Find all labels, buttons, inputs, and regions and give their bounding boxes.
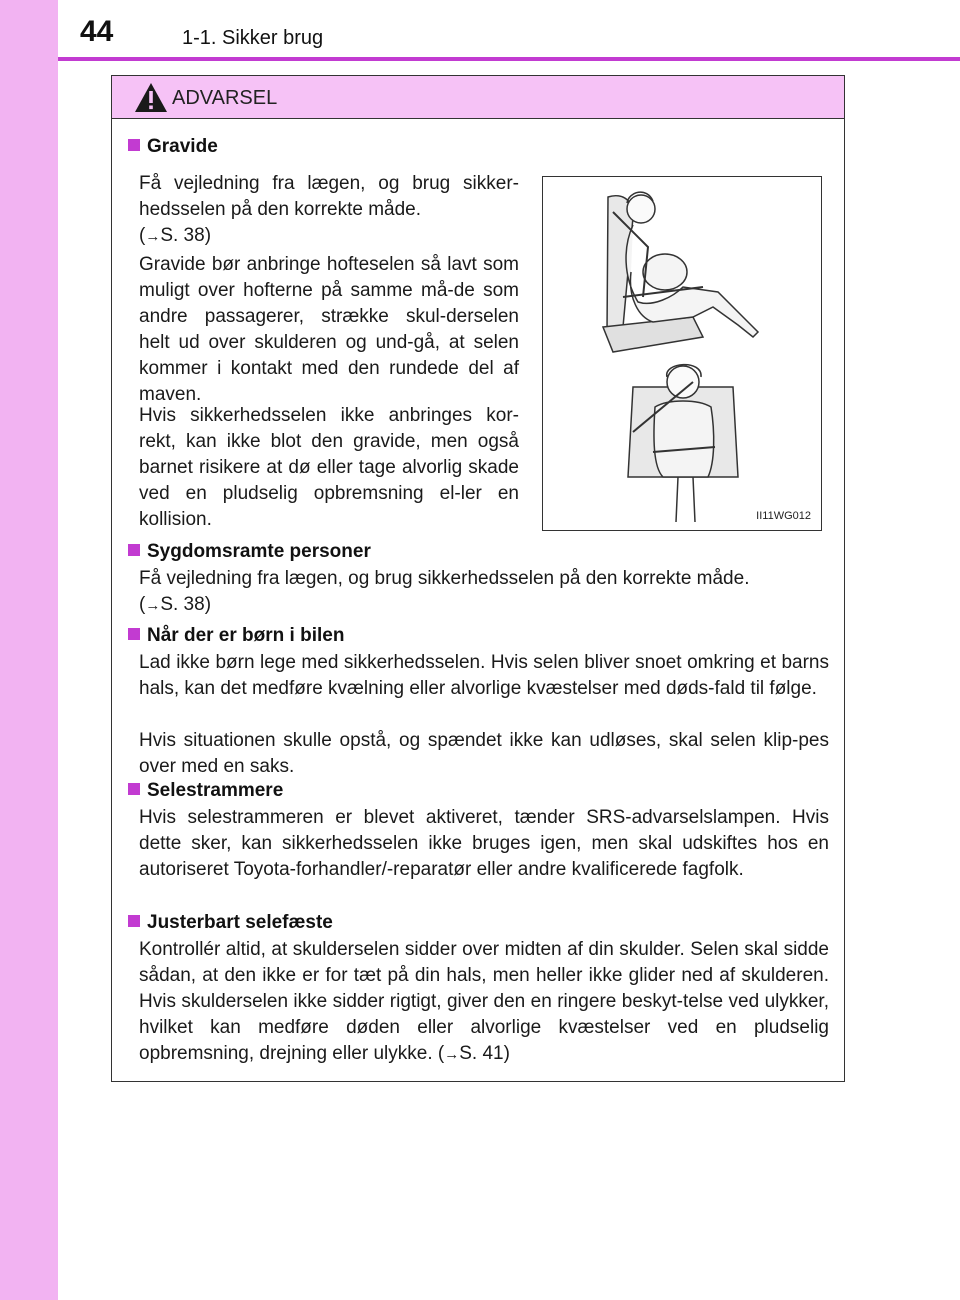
gravide-paragraph-3: Hvis sikkerhedsselen ikke anbringes kor-rekt, kan ikke blot den gravide, men også barnet risikere at dø eller tage alvorlig skade ved en pludselig opbremsning el-ler en kollision. bbox=[139, 405, 519, 530]
gravide-paragraph-1: Få vejledning fra lægen, og brug sikker-hedsselen på den korrekte måde. (→S. 38) bbox=[139, 171, 519, 250]
selestrammere-paragraph: Hvis selestrammeren er blevet aktiveret, tænder SRS-advarselslampen. Hvis dette sker, kan sikkerhedsselen ikke bruges igen, men skal udskiftes hos en autoriseret Toyota-forhandler/-reparatør eller andre kvalificerede fagfolk. bbox=[139, 807, 829, 880]
born-paragraph-1: Lad ikke børn lege med sikkerhedsselen. Hvis selen bliver snoet omkring et barns hals, kan det medføre kvælning eller alvorlige kvæstelser med døds-fald til følge. bbox=[139, 652, 829, 699]
gravide-paragraph-2: Gravide bør anbringe hofteselen så lavt som muligt over hofterne på samme må-de som andre passagerer, strække skul-derselen helt ud over skulderen og und-gå, at selen kommer i kontakt med den rundede del af maven. bbox=[139, 254, 519, 405]
born-paragraph-2: Hvis situationen skulle opstå, og spændet ikke kan udløses, skal selen klip-pes over med en saks. bbox=[139, 730, 829, 777]
bullet-square-icon bbox=[128, 783, 140, 795]
warning-header bbox=[112, 76, 844, 119]
arrow-right-icon: → bbox=[444, 1046, 460, 1063]
gravide-page-ref: (→S. 38) bbox=[139, 225, 212, 246]
justerbart-page-ref: S. 41 bbox=[459, 1043, 504, 1064]
side-color-strip bbox=[0, 0, 58, 1300]
header-rule bbox=[58, 57, 960, 61]
bullet-square-icon bbox=[128, 628, 140, 640]
section-title: 1-1. Sikker brug bbox=[182, 27, 324, 49]
bullet-square-icon bbox=[128, 544, 140, 556]
heading-born: Når der er børn i bilen bbox=[128, 623, 344, 649]
sygdomsramte-page-ref: (→S. 38) bbox=[139, 594, 212, 615]
bullet-square-icon bbox=[128, 139, 140, 151]
illustration-drawing bbox=[543, 177, 820, 529]
warning-box bbox=[111, 75, 845, 1082]
warning-title: ADVARSEL bbox=[172, 87, 278, 109]
heading-sygdomsramte: Sygdomsramte personer bbox=[128, 539, 371, 565]
warning-triangle-icon bbox=[134, 82, 168, 113]
figure-code: II11WG012 bbox=[756, 510, 811, 522]
arrow-right-icon: → bbox=[145, 228, 161, 245]
pregnant-seatbelt-illustration bbox=[542, 176, 822, 531]
page-number: 44 bbox=[80, 15, 114, 48]
arrow-right-icon: → bbox=[145, 597, 161, 614]
bullet-square-icon bbox=[128, 915, 140, 927]
heading-gravide: Gravide bbox=[128, 134, 218, 160]
sygdomsramte-paragraph: Få vejledning fra lægen, og brug sikkerhedsselen på den korrekte måde. (→S. 38) bbox=[139, 566, 829, 619]
heading-selestrammere: Selestrammere bbox=[128, 778, 283, 804]
justerbart-paragraph: Kontrollér altid, at skulderselen sidder over midten af din skulder. Selen skal sidde sådan, at den ikke er for tæt på din hals, men heller ikke glider ned af skulderen. Hvis skulderselen ikke sidder rigtigt, giver den en ringere beskyt-telse ved ulykker, hvilket kan medføre døden eller alvorlige kvæstelser ved en pludselig opbremsning, drejning eller ulykke. (→S. 41) bbox=[139, 939, 829, 1064]
heading-justerbart: Justerbart selefæste bbox=[128, 910, 333, 936]
